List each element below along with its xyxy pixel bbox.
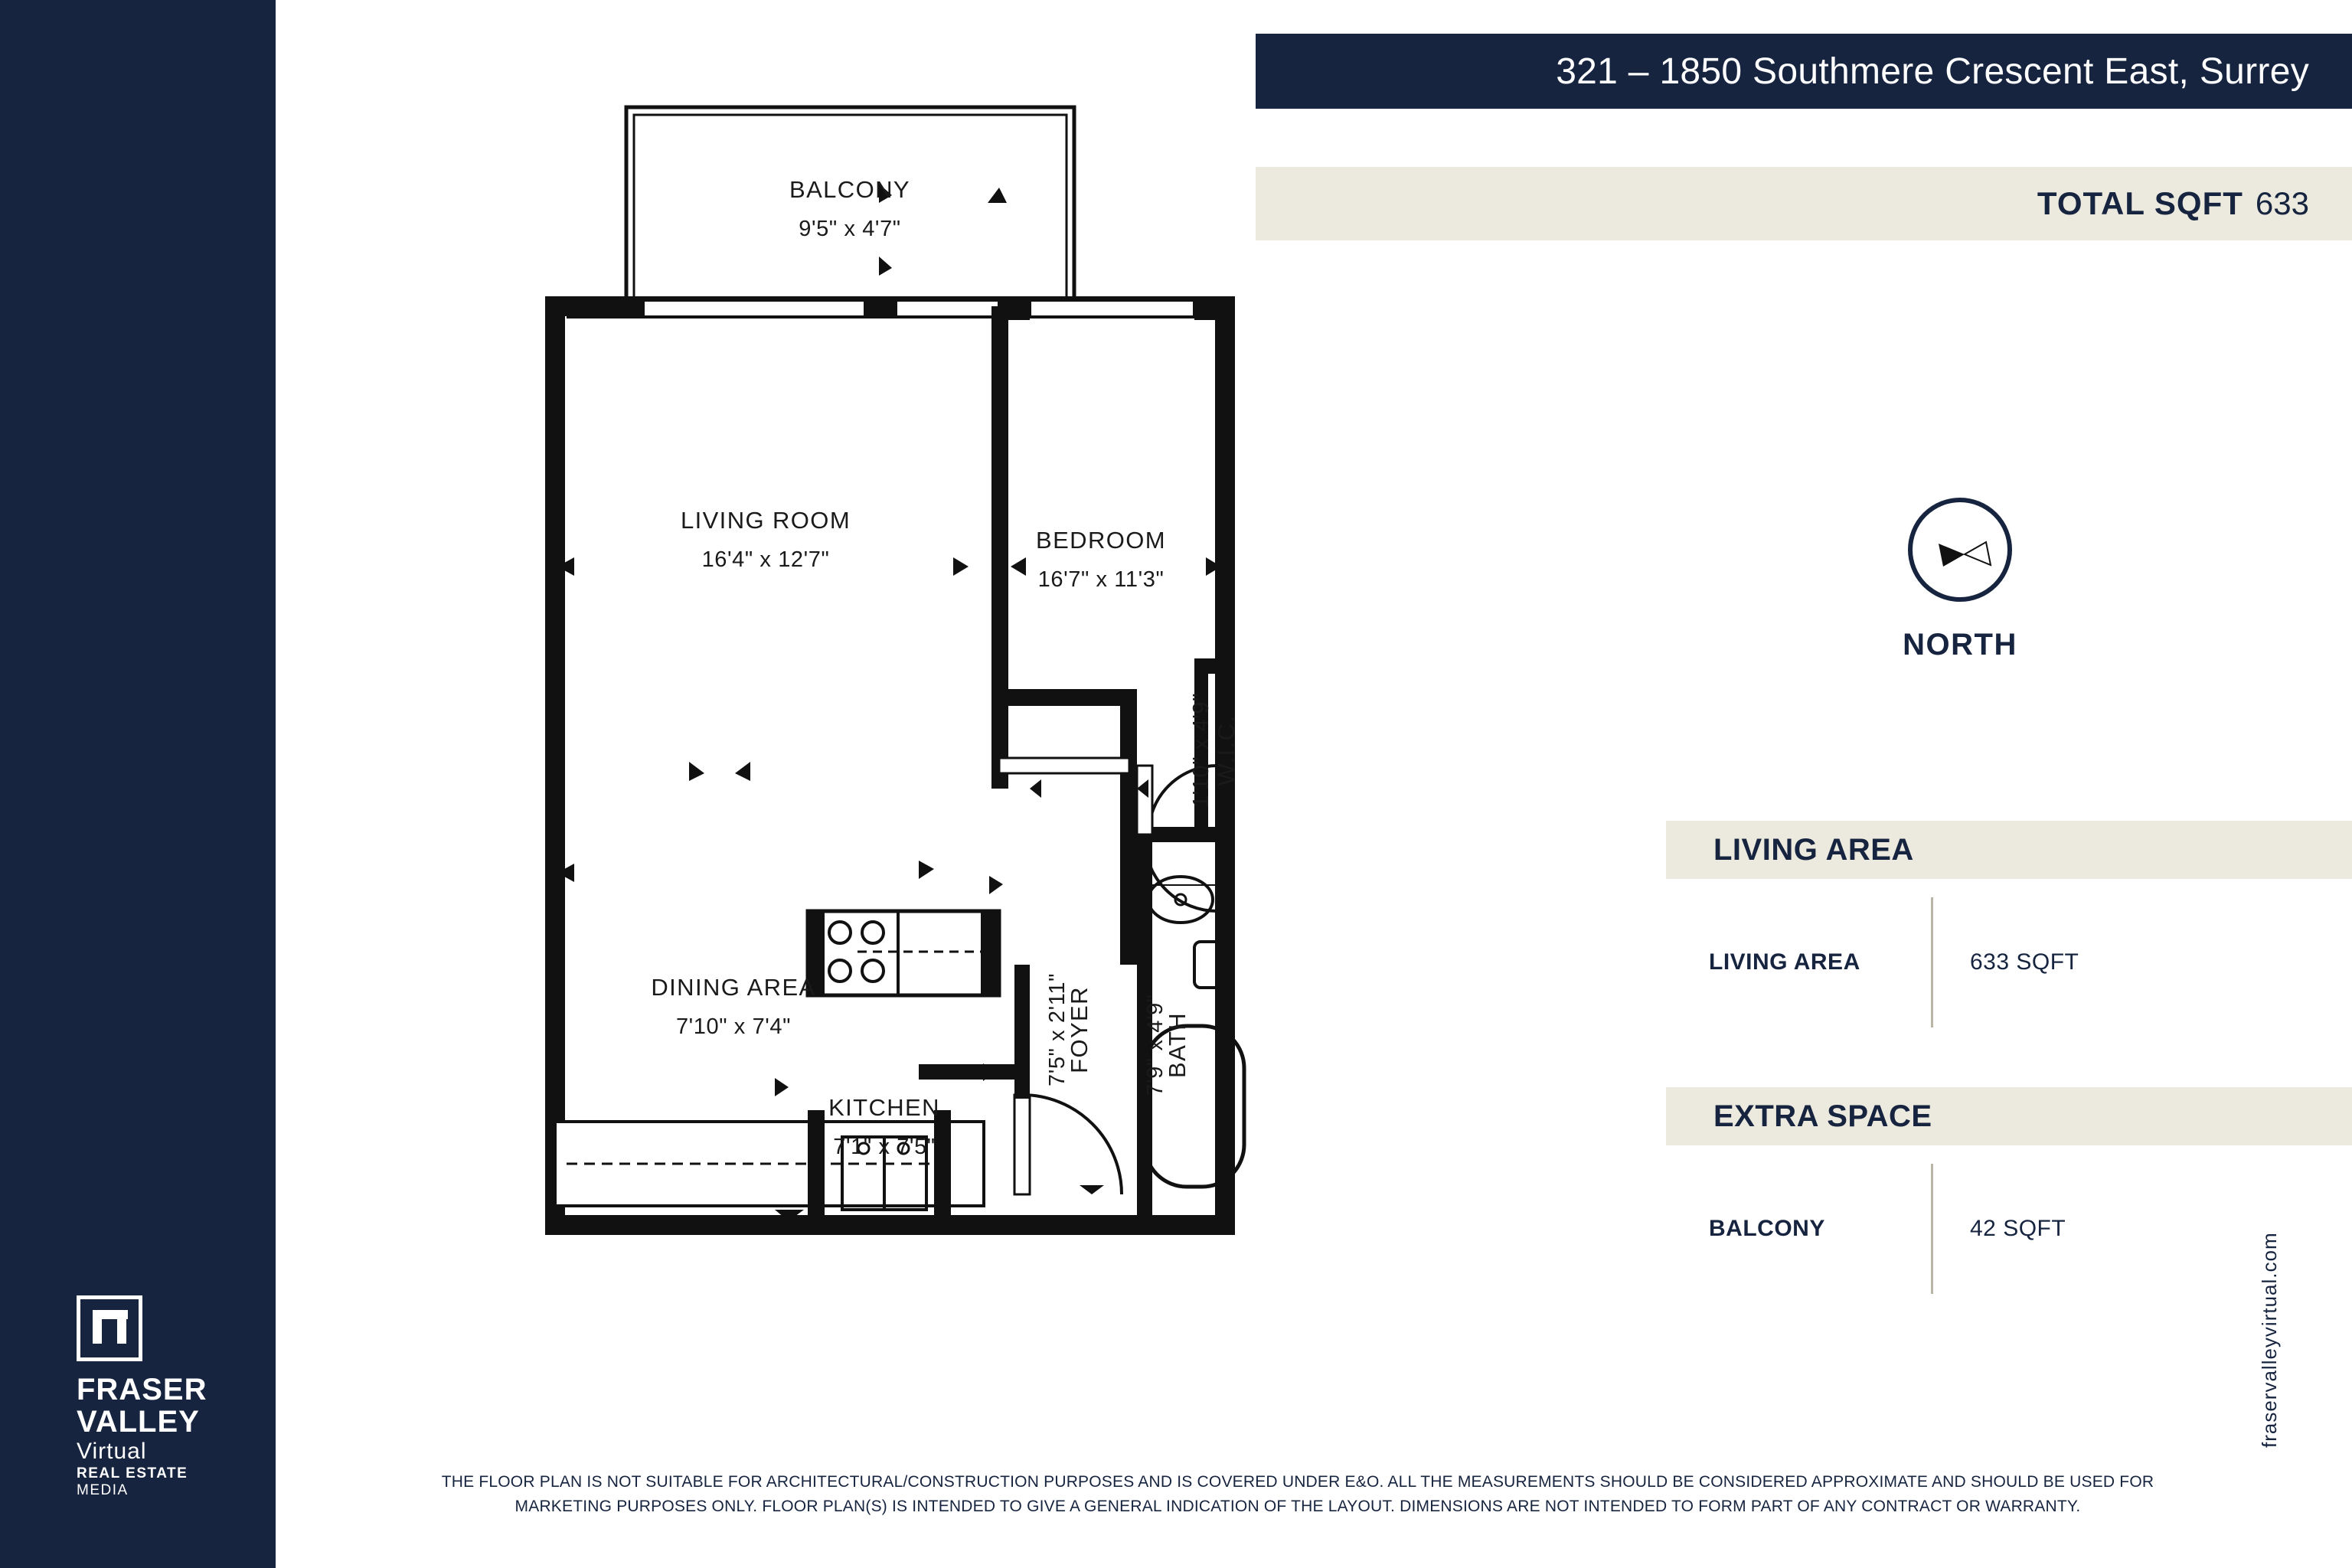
balcony-value: 42 SQFT: [1970, 1216, 2066, 1241]
brand-line-2: VALLEY: [77, 1405, 200, 1439]
section-heading-extra-space: EXTRA SPACE: [1666, 1087, 2352, 1145]
room-label-living-name: LIVING ROOM: [680, 507, 851, 534]
floor-plan: [459, 77, 1608, 1393]
section-divider: [1931, 1164, 1933, 1294]
living-area-key: LIVING AREA: [1709, 949, 1860, 975]
room-label-bedroom-name: BEDROOM: [1036, 527, 1166, 554]
section-heading-living-area: LIVING AREA: [1666, 821, 2352, 879]
room-label-kitchen-dim: 7'1" x 7'5": [833, 1135, 936, 1159]
disclaimer-text: THE FLOOR PLAN IS NOT SUITABLE FOR ARCHITECTURAL/CONSTRUCTION PURPOSES AND IS COVERED UNDER E&O. ALL THE MEASUREMENTS SHOULD BE CONSIDERED APPROXIMATE AND SHOULD BE USED FOR MARKETING PURPOSES ONLY. FLOOR PLAN(S) IS INTENDED TO GIVE A GENERAL INDICATION OF THE LAYOUT. DIMENSIONS ARE NOT INTENDED TO FORM PART OF ANY CONTRACT OR WARRANTY.: [441, 1473, 2154, 1515]
room-label-kitchen-name: KITCHEN: [828, 1094, 940, 1121]
total-sqft-label: TOTAL SQFT: [2037, 185, 2243, 221]
website-url[interactable]: fraservalleyvirtual.com: [2258, 1232, 2281, 1448]
room-label-foyer-name: FOYER: [1066, 986, 1093, 1073]
fraser-valley-logo-icon: [77, 1295, 142, 1361]
compass-needle-icon: [1908, 498, 2021, 611]
brand-line-1: FRASER: [77, 1373, 207, 1406]
room-label-dining-dim: 7'10" x 7'4": [675, 1014, 792, 1039]
room-label-dining-name: DINING AREA: [651, 974, 816, 1001]
brand-sub-bold: REAL ESTATE: [77, 1465, 188, 1481]
room-label-bath-dim: 7'9" x 4'9": [1143, 994, 1168, 1096]
room-label-living-dim: 16'4" x 12'7": [701, 547, 830, 572]
brand-logo: [77, 1295, 230, 1499]
room-label-balcony-dim: 9'5" x 4'7": [799, 217, 901, 241]
room-label-bedroom-dim: 16'7" x 11'3": [1037, 567, 1165, 592]
bedroom-wall: [991, 306, 1008, 704]
room-label-bath-name: BATH: [1164, 1012, 1191, 1078]
floor-plan-drawing: [459, 77, 1608, 1393]
room-label-balcony-name: BALCONY: [789, 176, 910, 203]
brand-line-3: Virtual: [77, 1439, 147, 1464]
total-sqft-value: 633: [2255, 185, 2309, 221]
room-label-foyer-dim: 7'5" x 2'11": [1045, 973, 1070, 1086]
compass-rose: [1908, 498, 2012, 602]
living-area-value: 633 SQFT: [1970, 949, 2079, 975]
page-title: 321 – 1850 Southmere Crescent East, Surrey: [1556, 51, 2309, 92]
room-label-wic-name: W.I.C.: [1213, 714, 1240, 786]
section-divider: [1931, 897, 1933, 1027]
balcony-key: BALCONY: [1709, 1216, 1825, 1241]
compass-label: NORTH: [1903, 628, 2017, 662]
brand-sub-light: MEDIA: [77, 1482, 129, 1498]
room-label-wic-dim: 1'10" x 4'9": [1189, 692, 1214, 808]
